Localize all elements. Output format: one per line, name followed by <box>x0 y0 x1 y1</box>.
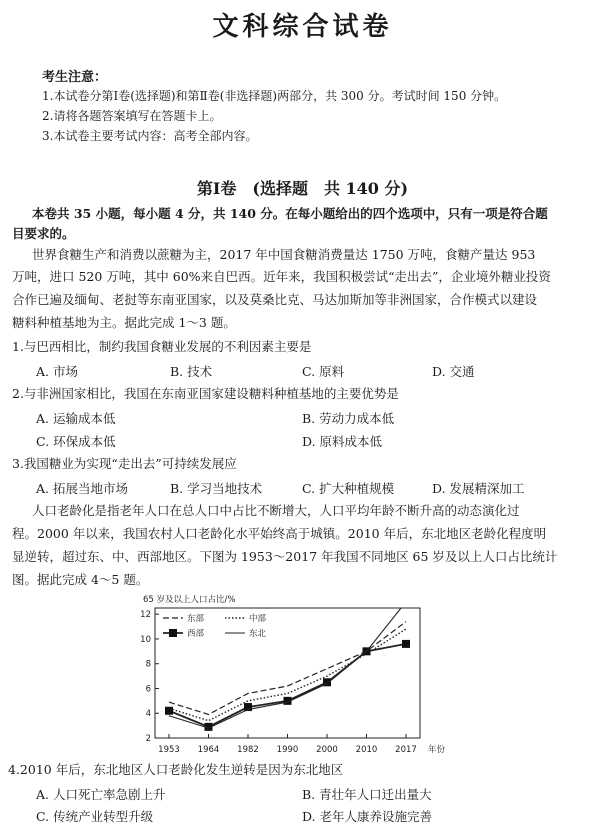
option: A. 拓展当地市场 <box>36 481 128 496</box>
x-tick-label: 2000 <box>316 745 338 755</box>
question-stem: 1.与巴西相比，制约我国食糖业发展的不利因素主要是 <box>12 339 312 354</box>
y-tick-label: 12 <box>140 610 151 621</box>
section-intro: 目要求的。 <box>12 226 75 241</box>
passage-line: 世界食糖生产和消费以蔗糖为主，2017 年中国食糖消费量达 1750 万吨，食糖产量达 953 <box>32 247 536 262</box>
series-line <box>169 602 406 728</box>
y-tick-label: 8 <box>145 659 151 670</box>
section-intro: 本卷共 35 小题，每小题 4 分，共 140 分。在每小题给出的四个选项中，只有一项是符合题 <box>32 206 548 221</box>
option: C. 传统产业转型升级 <box>36 809 154 824</box>
option: B. 青壮年人口迁出量大 <box>302 787 432 802</box>
section-title: 第Ⅰ卷 (选择题 共 140 分) <box>196 179 409 198</box>
x-tick-label: 1990 <box>276 745 299 755</box>
x-tick-label: 2010 <box>355 745 378 755</box>
passage-line: 图。据此完成 4～5 题。 <box>12 572 149 587</box>
option: D. 原料成本低 <box>302 434 383 449</box>
x-tick-label: 1964 <box>197 745 220 755</box>
option: C. 环保成本低 <box>36 434 116 449</box>
data-point <box>165 707 173 715</box>
legend-marker <box>169 629 177 637</box>
option: A. 运输成本低 <box>36 411 116 426</box>
passage-line: 人口老龄化是指老年人口在总人口中占比不断增大，人口平均年龄不断升高的动态演化过 <box>32 503 520 518</box>
legend-label: 西部 <box>187 629 205 639</box>
option: C. 原料 <box>302 364 345 379</box>
option: D. 老年人康养设施完善 <box>302 809 433 824</box>
question-stem: 3.我国糖业为实现“走出去”可持续发展应 <box>12 456 237 471</box>
option: A. 人口死亡率急剧上升 <box>36 787 166 802</box>
option: B. 劳动力成本低 <box>302 411 395 426</box>
x-tick-label: 2017 <box>395 745 417 755</box>
passage-line: 程。2000 年以来，我国农村人口老龄化水平始终高于城镇。2010 年后，东北地区老龄化程度明 <box>12 526 547 541</box>
line-chart <box>120 590 480 760</box>
legend-label: 中部 <box>249 614 267 624</box>
option: D. 发展精深加工 <box>432 481 525 496</box>
data-point <box>402 640 410 648</box>
question-stem: 4.2010 年后，东北地区人口老龄化发生逆转是因为东北地区 <box>8 762 344 777</box>
y-tick-label: 10 <box>140 634 151 645</box>
option: B. 学习当地技术 <box>170 481 263 496</box>
plot-frame <box>155 608 420 738</box>
x-tick-label: 1982 <box>237 745 259 755</box>
passage-line: 糖料种植基地为主。据此完成 1～3 题。 <box>12 315 236 330</box>
y-tick-label: 2 <box>145 734 151 744</box>
option: B. 技术 <box>170 364 213 379</box>
legend-label: 东北 <box>249 629 267 639</box>
y-axis-label: 65 岁及以上人口占比/% <box>143 595 236 605</box>
notice-heading: 考生注意： <box>42 70 108 85</box>
notice-item: 3.本试卷主要考试内容：高考全部内容。 <box>42 129 258 143</box>
x-tick-label: 1953 <box>158 745 180 755</box>
series-line <box>169 629 406 721</box>
passage-line: 万吨，进口 520 万吨，其中 60%来自巴西。近年来，我国积极尝试“走出去”，企业境外糖业投资 <box>12 269 551 284</box>
y-tick-label: 6 <box>145 684 151 695</box>
passage-line: 合作已遍及缅甸、老挝等东南亚国家，以及莫桑比克、马达加斯加等非洲国家，合作模式以建设 <box>12 292 538 307</box>
question-stem: 2.与非洲国家相比，我国在东南亚国家建设糖料种植基地的主要优势是 <box>12 386 399 401</box>
option: C. 扩大种植规模 <box>302 481 395 496</box>
page-title: 文科综合试卷 <box>212 12 393 42</box>
passage-line: 显逆转，超过东、中、西部地区。下图为 1953～2017 年我国不同地区 65 岁及以上人口占比统计 <box>12 549 558 564</box>
notice-item: 2.请将各题答案填写在答题卡上。 <box>42 109 222 123</box>
x-axis-label: 年份 <box>428 745 446 755</box>
option: A. 市场 <box>36 364 78 379</box>
option: D. 交通 <box>432 364 475 379</box>
legend-label: 东部 <box>187 614 205 624</box>
y-tick-label: 4 <box>145 709 151 720</box>
notice-item: 1.本试卷分第Ⅰ卷(选择题)和第Ⅱ卷(非选择题)两部分，共 300 分。考试时间 150 分钟。 <box>42 89 507 103</box>
